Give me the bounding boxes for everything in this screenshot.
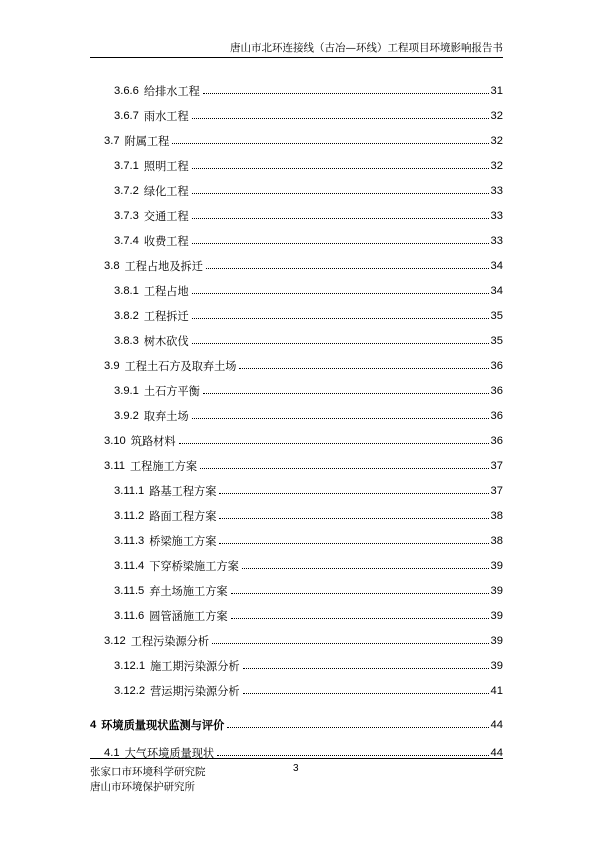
toc-dot-leader: [217, 755, 488, 756]
toc-entry-page: 34: [490, 284, 503, 297]
toc-entry-number: 3.8.2: [114, 309, 139, 322]
toc-entry-title: 工程拆迁: [143, 309, 189, 323]
toc-entry-title: 给排水工程: [143, 84, 200, 98]
toc-dot-leader: [192, 418, 489, 419]
toc-dot-leader: [192, 293, 489, 294]
toc-entry-number: 3.7.2: [114, 184, 139, 197]
table-of-contents: [90, 78, 503, 765]
toc-dot-leader: [172, 143, 488, 144]
toc-entry-page: 37: [490, 459, 503, 472]
toc-entry-page: 35: [490, 309, 503, 322]
toc-entry-page: 36: [490, 409, 503, 422]
toc-entry-number: 3.12.2: [114, 684, 146, 697]
toc-entry[interactable]: [90, 678, 503, 703]
toc-entry-number: 3.7.3: [114, 209, 139, 222]
page-number: 3: [293, 763, 299, 774]
toc-entry-title: 照明工程: [143, 159, 189, 173]
toc-entry-number: 3.9: [104, 359, 120, 372]
toc-entry[interactable]: [90, 178, 503, 203]
toc-entry-title: 工程土石方及取弃土场: [124, 359, 237, 373]
footer-rule: [90, 758, 503, 759]
toc-dot-leader: [242, 568, 489, 569]
toc-entry[interactable]: [90, 103, 503, 128]
toc-entry-page: 31: [490, 84, 503, 97]
toc-entry-number: 3.11.5: [114, 584, 145, 597]
toc-dot-leader: [192, 168, 489, 169]
toc-entry[interactable]: [90, 203, 503, 228]
toc-dot-leader: [219, 518, 488, 519]
toc-entry[interactable]: [90, 303, 503, 328]
toc-entry[interactable]: [90, 78, 503, 103]
toc-entry-page: 36: [490, 359, 503, 372]
toc-entry[interactable]: [90, 278, 503, 303]
toc-dot-leader: [192, 318, 489, 319]
footer-organizations: [90, 765, 206, 795]
toc-entry-title: 下穿桥梁施工方案: [149, 559, 239, 573]
toc-entry-page: 39: [490, 609, 503, 622]
toc-entry-page: 34: [490, 259, 503, 272]
toc-entry-page: 32: [490, 134, 503, 147]
toc-dot-leader: [243, 693, 489, 694]
toc-dot-leader: [206, 268, 489, 269]
toc-dot-leader: [219, 543, 488, 544]
toc-entry[interactable]: [90, 353, 503, 378]
toc-dot-leader: [203, 393, 489, 394]
toc-entry-title: 路基工程方案: [149, 484, 217, 498]
toc-entry-title: 工程占地及拆迁: [124, 259, 203, 273]
header-rule: [90, 57, 503, 58]
toc-entry-number: 3.11.1: [114, 484, 145, 497]
toc-entry[interactable]: [90, 528, 503, 553]
toc-entry-page: 39: [490, 559, 503, 572]
toc-entry-number: 3.10: [104, 434, 126, 447]
toc-entry-number: 4.1: [104, 746, 120, 759]
toc-entry-number: 3.11.2: [114, 509, 145, 522]
toc-entry[interactable]: [90, 553, 503, 578]
toc-entry-number: 3.12: [104, 634, 126, 647]
toc-dot-leader: [227, 727, 488, 728]
toc-entry-page: 36: [490, 434, 503, 447]
toc-entry-title: 路面工程方案: [149, 509, 217, 523]
toc-entry-title: 取弃土场: [143, 409, 189, 423]
toc-entry[interactable]: [90, 153, 503, 178]
toc-entry-title: 附属工程: [124, 134, 170, 148]
toc-entry-title: 土石方平衡: [143, 384, 200, 398]
footer-org-line-1: 张家口市环境科学研究院: [90, 766, 206, 778]
toc-entry-title: 筑路材料: [130, 434, 176, 448]
toc-entry-page: 44: [490, 718, 503, 731]
toc-dot-leader: [179, 443, 489, 444]
toc-dot-leader: [192, 243, 489, 244]
toc-entry-title: 营运期污染源分析: [150, 684, 240, 698]
toc-entry-number: 3.6.7: [114, 109, 139, 122]
toc-entry-number: 3.8.3: [114, 334, 139, 347]
toc-entry-number: 3.11.4: [114, 559, 145, 572]
toc-entry[interactable]: [90, 128, 503, 153]
toc-entry-number: 3.11.3: [114, 534, 145, 547]
toc-entry-page: 33: [490, 209, 503, 222]
toc-entry-title: 弃土场施工方案: [149, 584, 228, 598]
toc-entry-number: 3.7.4: [114, 234, 139, 247]
toc-entry-title: 交通工程: [143, 209, 189, 223]
toc-entry-number: 3.8: [104, 259, 120, 272]
toc-entry-page: 36: [490, 384, 503, 397]
toc-dot-leader: [231, 618, 489, 619]
toc-entry-title: 树木砍伐: [143, 334, 189, 348]
toc-entry[interactable]: [90, 253, 503, 278]
toc-dot-leader: [192, 218, 489, 219]
toc-entry-title: 圆管涵施工方案: [149, 609, 228, 623]
toc-entry[interactable]: [90, 478, 503, 503]
toc-entry[interactable]: [90, 578, 503, 603]
toc-entry-page: 33: [490, 234, 503, 247]
toc-entry-page: 35: [490, 334, 503, 347]
toc-entry-page: 44: [490, 746, 503, 759]
toc-entry[interactable]: [90, 740, 503, 765]
toc-dot-leader: [219, 493, 488, 494]
toc-entry[interactable]: [90, 328, 503, 353]
toc-dot-leader: [231, 593, 489, 594]
toc-entry[interactable]: [90, 603, 503, 628]
toc-dot-leader: [192, 193, 489, 194]
toc-entry-title: 雨水工程: [143, 109, 189, 123]
toc-entry-title: 工程占地: [143, 284, 189, 298]
toc-entry-number: 3.11: [104, 459, 125, 472]
toc-entry-page: 39: [490, 659, 503, 672]
toc-entry-number: 3.6.6: [114, 84, 139, 97]
toc-dot-leader: [192, 343, 489, 344]
running-header: 唐山市北环连接线（古冶—环线）工程项目环境影响报告书: [230, 42, 503, 54]
toc-entry[interactable]: [90, 709, 503, 740]
toc-entry-number: 3.11.6: [114, 609, 145, 622]
toc-entry-number: 3.8.1: [114, 284, 139, 297]
toc-entry[interactable]: [90, 653, 503, 678]
toc-dot-leader: [192, 118, 489, 119]
toc-entry-page: 32: [490, 109, 503, 122]
toc-entry[interactable]: [90, 428, 503, 453]
toc-entry[interactable]: [90, 378, 503, 403]
toc-entry-number: 4: [90, 718, 97, 731]
toc-entry-title: 施工期污染源分析: [150, 659, 240, 673]
toc-entry-title: 桥梁施工方案: [149, 534, 217, 548]
toc-entry-title: 环境质量现状监测与评价: [101, 719, 225, 732]
toc-entry-title: 绿化工程: [143, 184, 189, 198]
toc-entry-number: 3.12.1: [114, 659, 146, 672]
toc-dot-leader: [212, 643, 488, 644]
toc-entry-page: 41: [490, 684, 503, 697]
toc-entry-title: 大气环境质量现状: [124, 746, 215, 760]
toc-entry-number: 3.9.1: [114, 384, 139, 397]
footer-org-line-2: 唐山市环境保护研究所: [90, 781, 195, 793]
toc-entry-title: 收费工程: [143, 234, 189, 248]
toc-entry-page: 38: [490, 534, 503, 547]
toc-entry-number: 3.7: [104, 134, 120, 147]
toc-entry-page: 32: [490, 159, 503, 172]
toc-entry[interactable]: [90, 453, 503, 478]
toc-entry-page: 39: [490, 584, 503, 597]
toc-entry-page: 39: [490, 634, 503, 647]
toc-entry-number: 3.7.1: [114, 159, 139, 172]
toc-entry[interactable]: [90, 228, 503, 253]
toc-entry-number: 3.9.2: [114, 409, 139, 422]
toc-entry[interactable]: [90, 403, 503, 428]
toc-dot-leader: [200, 468, 488, 469]
toc-entry-page: 37: [490, 484, 503, 497]
toc-entry-page: 33: [490, 184, 503, 197]
toc-entry-title: 工程施工方案: [129, 459, 198, 473]
toc-dot-leader: [243, 668, 489, 669]
toc-entry-page: 38: [490, 509, 503, 522]
toc-dot-leader: [203, 93, 489, 94]
toc-entry[interactable]: [90, 503, 503, 528]
toc-entry[interactable]: [90, 628, 503, 653]
toc-dot-leader: [239, 368, 488, 369]
toc-entry-title: 工程污染源分析: [130, 634, 210, 648]
